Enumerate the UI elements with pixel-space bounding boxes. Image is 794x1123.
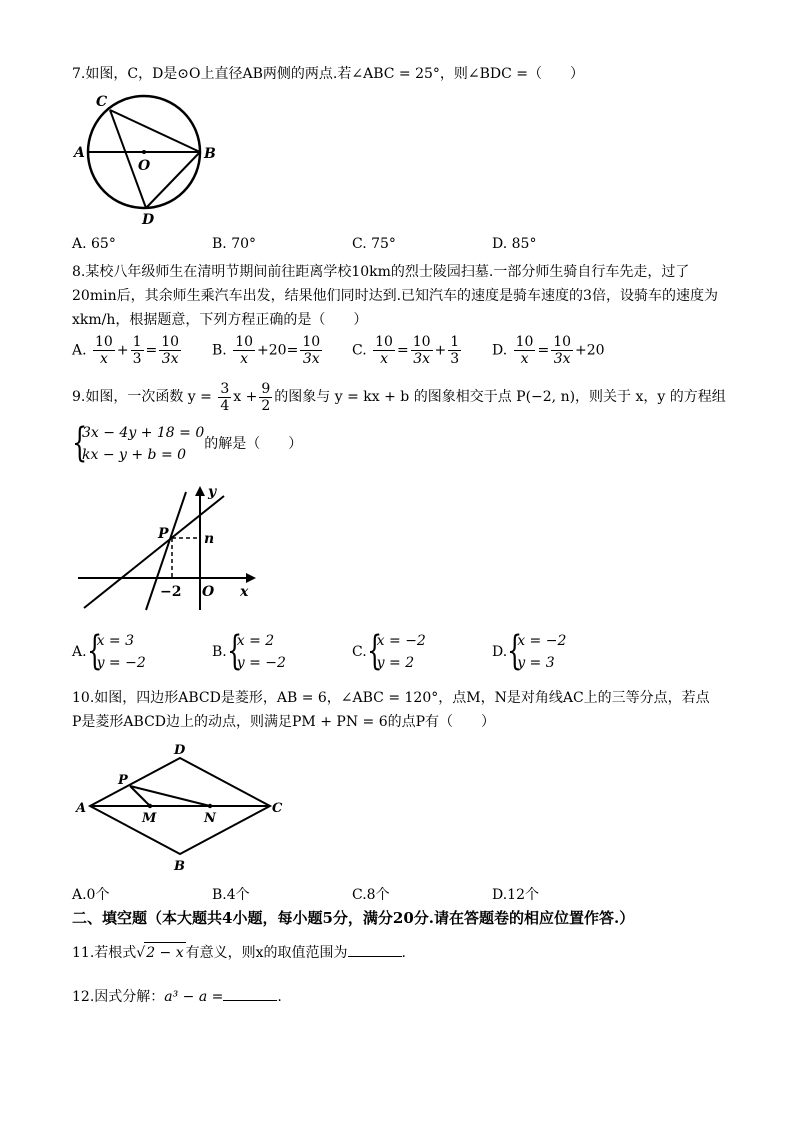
q8-line3: xkm/h，根据题意，下列方程正确的是（ ） (72, 312, 368, 328)
q7-option-d[interactable]: D. 85° (492, 236, 537, 252)
q10-label-B: B (174, 859, 185, 874)
section-2-heading: 二、填空题（本大题共4小题，每小题5分，满分20分.请在答题卷的相应位置作答.） (72, 909, 635, 927)
q12-stem: 12.因式分解：a³ − a = . (72, 986, 282, 1007)
q8-option-d-label: D. (492, 342, 508, 359)
q11-stem: 11.若根式√2 − x 有意义，则x的取值范围为 . (72, 942, 406, 963)
q10-option-a[interactable]: A.0个 (72, 887, 110, 903)
q8-option-d[interactable]: D. $\frac{10}{x}$ = $\frac{10}{3x}$ +20 (492, 334, 605, 367)
q10-rhombus-figure (72, 738, 292, 878)
q7-circle-figure (70, 90, 230, 230)
q10-label-A: A (76, 801, 87, 816)
q9-option-d[interactable]: D. { x = −2 y = 3 (492, 628, 567, 674)
q9-option-a[interactable]: A. { x = 3 y = −2 (72, 628, 146, 674)
q8-option-c-label: C. (352, 342, 367, 359)
q8-option-b[interactable]: B. $\frac{10}{x}$ +20= $\frac{10}{3x}$ (212, 334, 321, 367)
q9-stem: 9.如图，一次函数 y = $\frac{3}{4}$ x + $\frac{9}{2}$ 的图象与 y = kx + b 的图象相交于点 P(−2, n)，则关于 x，y 的方程组 (72, 380, 726, 414)
q7-option-a[interactable]: A. 65° (72, 236, 116, 252)
q9-graph-figure (74, 478, 264, 618)
q7-option-b[interactable]: B. 70° (212, 236, 257, 252)
q10-label-D: D (174, 743, 186, 758)
q8-option-a-label: A. (72, 342, 87, 359)
q9-label-y: y (208, 484, 217, 500)
q8-option-c[interactable]: C. $\frac{10}{x}$ = $\frac{10}{3x}$ + $\frac{1}{3}$ (352, 334, 460, 367)
q7-label-A: A (74, 145, 85, 161)
q7-stem: 7.如图，C，D是⊙O上直径AB两侧的两点.若∠ABC = 25°，则∠BDC =（ ） (72, 66, 585, 82)
q9-label-P: P (158, 526, 169, 542)
q7-label-C: C (96, 94, 108, 110)
q7-label-B: B (204, 146, 216, 162)
q8-option-a[interactable]: A. $\frac{10}{x}$ + $\frac{1}{3}$ = $\frac{10}{3x}$ (72, 334, 180, 367)
q9-label-O: O (202, 584, 215, 600)
q7-option-c[interactable]: C. 75° (352, 236, 396, 252)
q8-option-b-label: B. (212, 342, 227, 359)
q11-answer-blank[interactable] (348, 942, 402, 957)
q8-line2: 20min后，其余师生乘汽车出发，结果他们同时达到.已知汽车的速度是骑车速度的3倍，设骑车的速度为 (72, 288, 718, 304)
q7-label-D: D (142, 212, 155, 228)
q12-answer-blank[interactable] (223, 986, 277, 1001)
q10-label-P: P (118, 773, 128, 788)
q8-line1: 8.某校八年级师生在清明节期间前往距离学校10km的烈士陵园扫墓.一部分师生骑自行车先走，过了 (72, 264, 690, 280)
q10-line2: P是菱形ABCD边上的动点，则满足PM + PN = 6的点P有（ ） (72, 714, 496, 730)
q10-label-N: N (204, 811, 216, 826)
q9-label-x: x (240, 584, 249, 600)
q9-label-neg2: −2 (160, 584, 182, 600)
q9-label-n: n (204, 531, 215, 547)
q10-option-b[interactable]: B.4个 (212, 887, 250, 903)
q10-option-c[interactable]: C.8个 (352, 887, 390, 903)
q9-option-c[interactable]: C. { x = −2 y = 2 (352, 628, 426, 674)
q10-line1: 10.如图，四边形ABCD是菱形，AB = 6，∠ABC = 120°，点M，N是对角线AC上的三等分点，若点 (72, 690, 710, 706)
q7-label-O: O (138, 158, 151, 174)
q10-label-C: C (272, 801, 283, 816)
q9-option-b[interactable]: B. { x = 2 y = −2 (212, 628, 286, 674)
q9-system: { 3x − 4y + 18 = 0 kx − y + b = 0 的解是（ ） (72, 420, 303, 466)
q10-label-M: M (142, 811, 157, 826)
q10-option-d[interactable]: D.12个 (492, 887, 539, 903)
